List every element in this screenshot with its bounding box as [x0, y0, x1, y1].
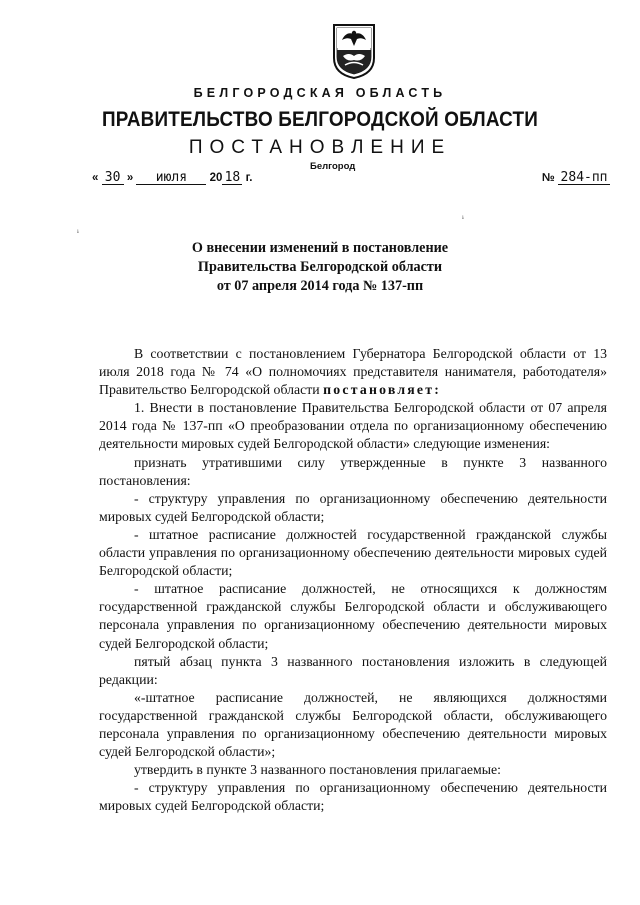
- scan-mark: ⁱ: [462, 214, 464, 224]
- number-label: №: [542, 172, 555, 184]
- government-title: ПРАВИТЕЛЬСТВО БЕЛГОРОДСКОЙ ОБЛАСТИ: [101, 108, 539, 131]
- resolves-word: постановляет:: [323, 382, 442, 398]
- date-day: 30: [102, 172, 124, 185]
- city-name: Белгород: [310, 161, 356, 172]
- preamble-text: В соответствии с постановлением Губернатора Белгородской области от 13 июля 2018 года № 74 «О полномочиях представителя нанимателя, работодателя» Правительство Белгородской области: [99, 346, 607, 398]
- coat-of-arms-emblem: [331, 22, 377, 80]
- list-item: - штатное расписание должностей, не относящихся к должностям государственной гражданской службы Белгородской области и обслуживающего персонала управления по организационному обеспечению деятельности мировых судей Белгородской области;: [99, 581, 607, 651]
- list-item: - структуру управления по организационному обеспечению деятельности мировых судей Белгородской области;: [99, 490, 607, 524]
- subject-line-2: Правительства Белгородской области: [197, 259, 443, 275]
- paragraph: пятый абзац пункта 3 названного постановления изложить в следующей редакции:: [99, 653, 607, 687]
- subject-line-3: от 07 апреля 2014 года № 137-пп: [216, 278, 424, 294]
- date-year-suffix: 18: [222, 172, 242, 185]
- paragraph: утвердить в пункте 3 названного постановления прилагаемые:: [134, 762, 502, 778]
- paragraph: 1. Внести в постановление Правительства Белгородской области от 07 апреля 2014 года № 137-пп «О преобразовании отдела по организационному обеспечению деятельности мировых судей Белгородской области» следующие изменения:: [99, 400, 607, 452]
- date-close-quote: »: [126, 172, 134, 184]
- date-year-prefix: 20: [209, 172, 223, 184]
- decree-number: 284-пп: [558, 172, 610, 185]
- date-field: [92, 172, 252, 185]
- date-year-unit: г.: [245, 172, 253, 184]
- region-name: БЕЛГОРОДСКАЯ ОБЛАСТЬ: [193, 86, 447, 100]
- subject-line-1: О внесении изменений в постановление: [191, 240, 449, 256]
- decree-number-field: [542, 172, 610, 185]
- quoted-paragraph: «-штатное расписание должностей, не являющихся должностями государственной гражданской службы Белгородской области, обслуживающего персонала управления по организационному обеспечению деятельности мировых судей Белгородской области»;: [99, 689, 607, 760]
- scan-mark: ⁱ: [77, 228, 79, 238]
- decree-subject: [0, 239, 640, 296]
- decree-body: [99, 345, 607, 815]
- preamble-paragraph: [99, 345, 607, 399]
- document-type: ПОСТАНОВЛЕНИЕ: [188, 137, 452, 158]
- paragraph: признать утратившими силу утвержденные в пункте 3 названного постановления:: [99, 454, 607, 488]
- date-month: июля: [136, 172, 206, 185]
- date-open-quote: «: [92, 172, 99, 184]
- list-item: - штатное расписание должностей государственной гражданской службы области управления по организационному обеспечению деятельности мировых судей Белгородской области;: [99, 526, 607, 579]
- list-item: - структуру управления по организационному обеспечению деятельности мировых судей Белгородской области;: [99, 780, 607, 814]
